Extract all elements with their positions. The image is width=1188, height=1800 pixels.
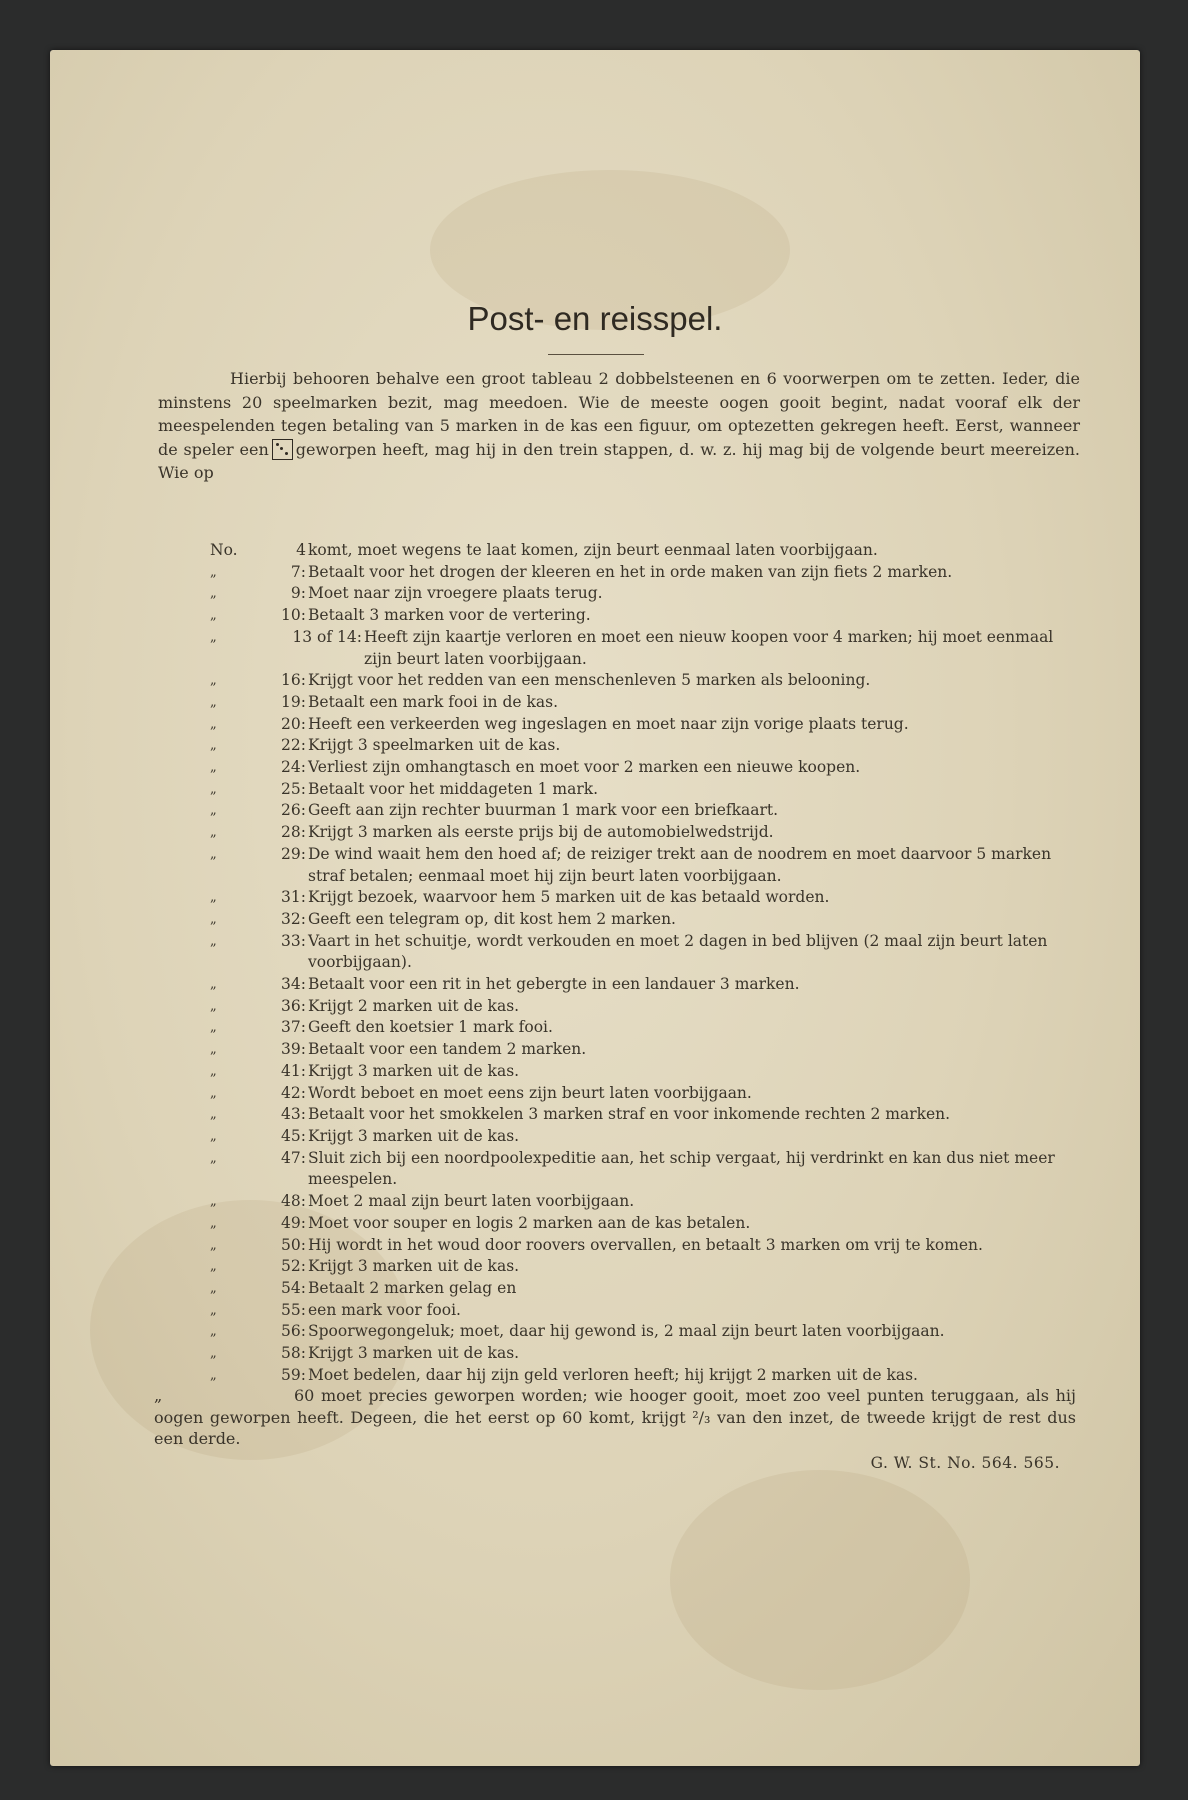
entry-number: 58:	[281, 1344, 306, 1363]
entry-text: Moet naar zijn vroegere plaats terug.	[308, 584, 603, 603]
entry-text: Krijgt bezoek, waarvoor hem 5 marken uit de kas betaald worden.	[308, 888, 830, 907]
entry-text: Krijgt voor het redden van een menschenleven 5 marken als belooning.	[308, 671, 871, 690]
entry-prefix: „	[210, 1237, 217, 1253]
rule-entry	[210, 1365, 1082, 1387]
entry-number: 42:	[281, 1083, 306, 1102]
rule-entry	[210, 583, 1082, 605]
rule-entry	[210, 1191, 1082, 1213]
entry-prefix: „	[210, 1215, 217, 1231]
entry-number: 37:	[281, 1018, 306, 1037]
rule-entry	[210, 692, 1082, 714]
entry-number: 47:	[281, 1148, 306, 1167]
rule-entry	[210, 1300, 1082, 1322]
entry-prefix: „	[210, 1367, 217, 1383]
entry-number: 4	[296, 541, 306, 559]
entry-prefix: „	[210, 890, 217, 906]
entry-prefix: „	[210, 998, 217, 1014]
entry-prefix: „	[210, 1063, 217, 1079]
entry-prefix: „	[210, 1107, 217, 1123]
entry-text: Betaalt 2 marken gelag en	[308, 1278, 517, 1297]
entry-prefix: No.	[210, 541, 238, 559]
rule-entry	[210, 1148, 1082, 1191]
rule-entry	[210, 1126, 1082, 1148]
paper-stain	[670, 1470, 970, 1690]
entry-number: 29:	[281, 844, 306, 863]
entry-number: 20:	[281, 714, 306, 733]
entry-number: 32:	[281, 909, 306, 928]
entry-number: 26:	[281, 801, 306, 820]
entry-prefix: „	[210, 977, 217, 993]
rule-entry	[210, 1039, 1082, 1061]
entry-text: Betaalt voor een tandem 2 marken.	[308, 1040, 587, 1059]
entry-text: Geeft aan zijn rechter buurman 1 mark voor een briefkaart.	[308, 801, 779, 820]
entry-prefix: „	[210, 1020, 217, 1036]
rule-entry	[210, 909, 1082, 931]
entry-number: 55:	[281, 1300, 306, 1319]
rule-entry	[210, 540, 1082, 562]
entry-number: 33:	[281, 931, 306, 950]
entry-prefix: „	[210, 1346, 217, 1362]
closing-paragraph	[154, 1385, 1076, 1450]
entry-number: 16:	[281, 671, 306, 690]
entry-number: 36:	[281, 996, 306, 1015]
entry-number: 13 of 14:	[292, 627, 362, 646]
entry-text: Moet bedelen, daar hij zijn geld verloren heeft; hij krijgt 2 marken uit de kas.	[308, 1365, 918, 1384]
entry-text: Geeft den koetsier 1 mark fooi.	[308, 1018, 553, 1037]
entry-number: 50:	[281, 1235, 306, 1254]
rule-entry	[210, 1104, 1082, 1126]
entry-number: 28:	[281, 823, 306, 842]
rule-entry	[210, 1321, 1082, 1343]
intro-paragraph	[158, 367, 1080, 485]
entry-number: 48:	[281, 1192, 306, 1211]
entry-text: Betaalt een mark fooi in de kas.	[308, 692, 558, 711]
entry-text: Krijgt 3 speelmarken uit de kas.	[308, 736, 561, 755]
entry-prefix: „	[210, 586, 217, 602]
entry-prefix: „	[210, 564, 217, 580]
entry-text: Betaalt voor het drogen der kleeren en het in orde maken van zijn fiets 2 marken.	[308, 562, 953, 581]
entry-prefix: „	[210, 1150, 217, 1166]
entry-text: Wordt beboet en moet eens zijn beurt laten voorbijgaan.	[308, 1083, 752, 1102]
rule-entry	[210, 931, 1082, 974]
entry-text: komt, moet wegens te laat komen, zijn beurt eenmaal laten voorbijgaan.	[308, 541, 878, 559]
entry-number: 34:	[281, 975, 306, 994]
entry-prefix: „	[210, 716, 217, 732]
die-three-icon	[272, 439, 293, 460]
rule-entry	[210, 1083, 1082, 1105]
entry-number: 25:	[281, 779, 306, 798]
intro-text-after-die: geworpen heeft, mag hij in den trein stappen, d. w. z. hij mag bij de volgende beurt meereizen. Wie op	[158, 439, 1081, 482]
entry-prefix: „	[210, 1085, 217, 1101]
page-title: Post- en reisspel.	[467, 300, 723, 337]
entry-text: Heeft zijn kaartje verloren en moet een nieuw koopen voor 4 marken; hij moet eenmaal zijn beurt laten voorbijgaan.	[364, 627, 1054, 668]
entry-text: Betaalt voor een rit in het gebergte in een landauer 3 marken.	[308, 975, 800, 994]
entry-number: 41:	[281, 1061, 306, 1080]
entry-text: Krijgt 3 marken uit de kas.	[308, 1061, 520, 1080]
rule-entry	[210, 800, 1082, 822]
entry-prefix: „	[210, 1259, 217, 1275]
entry-number: 7:	[290, 562, 306, 581]
entry-text: Moet 2 maal zijn beurt laten voorbijgaan.	[308, 1192, 635, 1211]
entry-number: 49:	[281, 1213, 306, 1232]
entry-prefix: „	[210, 1302, 217, 1318]
rule-entry	[210, 670, 1082, 692]
entry-prefix: „	[210, 781, 217, 797]
entry-prefix: „	[210, 1280, 217, 1296]
entry-text: Spoorwegongeluk; moet, daar hij gewond is, 2 maal zijn beurt laten voorbijgaan.	[308, 1322, 945, 1341]
entry-number: 45:	[281, 1126, 306, 1145]
rule-entry	[210, 605, 1082, 627]
entry-text: Moet voor souper en logis 2 marken aan de kas betalen.	[308, 1213, 751, 1232]
entry-prefix: „	[210, 1324, 217, 1340]
entry-prefix: „	[210, 825, 217, 841]
rules-list	[210, 540, 1082, 1386]
entry-prefix: „	[210, 694, 217, 710]
entry-prefix: „	[210, 1042, 217, 1058]
entry-number: 39:	[281, 1040, 306, 1059]
entry-prefix: „	[210, 911, 217, 927]
entry-text: Heeft een verkeerden weg ingeslagen en moet naar zijn vorige plaats terug.	[308, 714, 909, 733]
entry-text: Krijgt 3 marken als eerste prijs bij de automobielwedstrijd.	[308, 823, 774, 842]
entry-text: De wind waait hem den hoed af; de reiziger trekt aan de noodrem en moet daarvoor 5 marken straf betalen; eenmaal moet hij zijn beurt laten voorbijgaan.	[308, 844, 1052, 885]
entry-text: Vaart in het schuitje, wordt verkouden en moet 2 dagen in bed blijven (2 maal zijn beurt laten voorbijgaan).	[308, 931, 1048, 972]
rule-entry	[210, 1278, 1082, 1300]
rule-entry	[210, 735, 1082, 757]
rule-entry	[210, 714, 1082, 736]
rule-entry	[210, 996, 1082, 1018]
rules-sheet	[50, 50, 1140, 1766]
entry-text: Betaalt voor het middageten 1 mark.	[308, 779, 599, 798]
entry-number: 52:	[281, 1257, 306, 1276]
entry-text: Hij wordt in het woud door roovers overvallen, en betaalt 3 marken om vrij te komen.	[308, 1235, 983, 1254]
entry-prefix: „	[210, 629, 217, 645]
entry-text: Krijgt 3 marken uit de kas.	[308, 1257, 520, 1276]
entry-prefix: „	[210, 803, 217, 819]
entry-prefix: „	[210, 760, 217, 776]
entry-prefix: „	[210, 1128, 217, 1144]
entry-number: 56:	[281, 1322, 306, 1341]
entry-text: Geeft een telegram op, dit kost hem 2 marken.	[308, 909, 676, 928]
entry-number: 22:	[281, 736, 306, 755]
entry-prefix: „	[210, 673, 217, 689]
entry-prefix: „	[210, 608, 217, 624]
entry-prefix: „	[210, 933, 217, 949]
entry-number: 43:	[281, 1105, 306, 1124]
entry-text: Betaalt voor het smokkelen 3 marken straf en voor inkomende rechten 2 marken.	[308, 1105, 951, 1124]
entry-number: 31:	[281, 888, 306, 907]
catalog-number: G. W. St. No. 564. 565.	[870, 1454, 1060, 1472]
rule-entry	[210, 1213, 1082, 1235]
rule-entry	[210, 779, 1082, 801]
rule-entry	[210, 974, 1082, 996]
closing-text: 60 moet precies geworpen worden; wie hooger gooit, moet zoo veel punten teruggaan, als hij oogen geworpen heeft. Degeen, die het eerst op 60 komt, krijgt ²/₃ van den inzet, de tweede krijgt de rest dus een derde.	[154, 1386, 1076, 1449]
rule-entry	[210, 1256, 1082, 1278]
rule-entry	[210, 1235, 1082, 1257]
rule-entry	[210, 822, 1082, 844]
entry-text: een mark voor fooi.	[308, 1300, 461, 1319]
entry-text: Sluit zich bij een noordpoolexpeditie aan, het schip vergaat, hij verdrinkt en kan dus niet meer meespelen.	[308, 1148, 1055, 1189]
rule-entry	[210, 1343, 1082, 1365]
entry-number: 19:	[281, 692, 306, 711]
entry-text: Krijgt 3 marken uit de kas.	[308, 1126, 520, 1145]
rule-entry	[210, 844, 1082, 887]
entry-text: Verliest zijn omhangtasch en moet voor 2 marken een nieuwe koopen.	[308, 758, 861, 777]
rule-entry	[210, 757, 1082, 779]
entry-prefix: „	[210, 738, 217, 754]
rule-entry	[210, 887, 1082, 909]
closing-prefix: „	[154, 1386, 163, 1405]
rule-entry	[210, 1017, 1082, 1039]
entry-text: Betaalt 3 marken voor de vertering.	[308, 606, 591, 625]
entry-number: 9:	[290, 584, 306, 603]
title-divider	[548, 354, 644, 355]
rule-entry	[210, 562, 1082, 584]
entry-number: 54:	[281, 1278, 306, 1297]
rule-entry	[210, 1061, 1082, 1083]
intro-text-before-die: Hierbij behooren behalve een groot tableau 2 dobbelsteenen en 6 voorwerpen om te zetten. Ieder, die minstens 20 speelmarken bezit, mag meedoen. Wie de meeste oogen gooit begint, nadat vooraf elk der meespelenden tegen betaling van 5 marken in de kas een figuur, om optezetten gekregen heeft. Eerst, wanneer de speler een	[158, 369, 1080, 459]
rule-entry	[210, 627, 1082, 670]
entry-number: 10:	[281, 606, 306, 625]
entry-prefix: „	[210, 846, 217, 862]
entry-prefix: „	[210, 1194, 217, 1210]
entry-text: Krijgt 3 marken uit de kas.	[308, 1344, 520, 1363]
entry-number: 59:	[281, 1365, 306, 1384]
entry-number: 24:	[281, 758, 306, 777]
entry-text: Krijgt 2 marken uit de kas.	[308, 996, 520, 1015]
